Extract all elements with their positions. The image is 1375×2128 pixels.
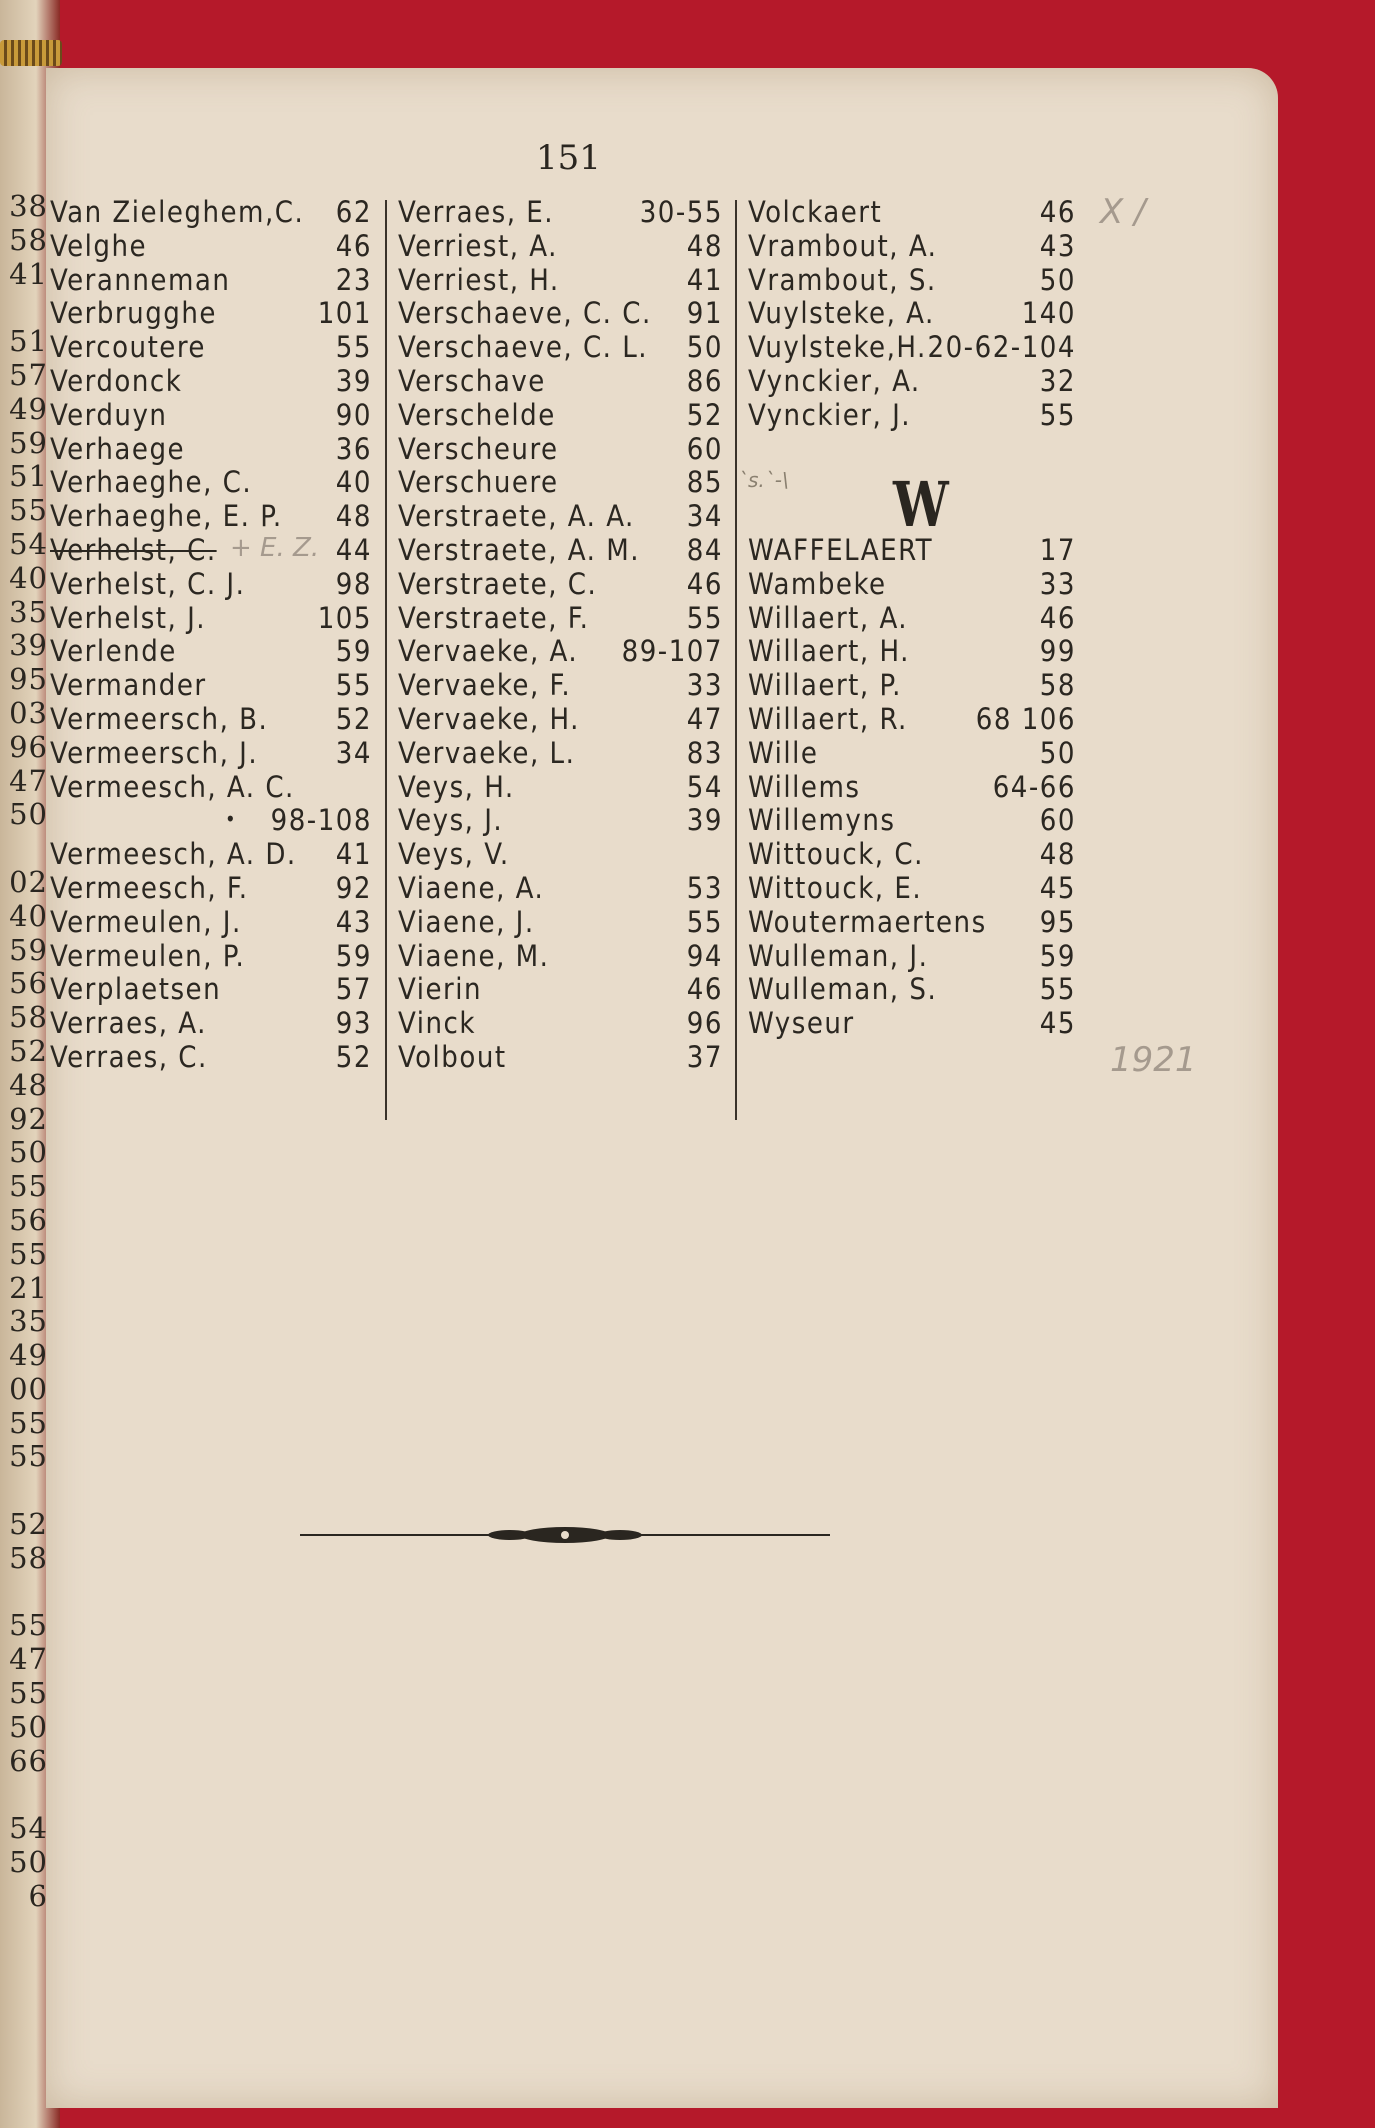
column-divider-1 [385, 200, 387, 1120]
index-entry [50, 837, 372, 871]
entry-name: Vermeersch, B. [50, 701, 269, 736]
index-entry [50, 770, 372, 804]
entry-name: Viaene, J. [398, 904, 535, 939]
entry-pages: 46 [1039, 195, 1076, 229]
entry-name: Vermeesch, A. D. [50, 837, 297, 872]
entry-name: Wulleman, S. [748, 972, 938, 1007]
entry-name: Vermeulen, J. [50, 904, 242, 939]
left-page-number: 40 [9, 560, 48, 595]
left-page-number: 49 [9, 1338, 48, 1373]
index-entry [50, 263, 372, 297]
entry-pages: 140 [1021, 296, 1076, 331]
index-entry [398, 364, 723, 398]
entry-pages: 94 [686, 938, 723, 973]
column-divider-2 [735, 200, 737, 1120]
index-entry [398, 702, 723, 736]
left-page-number: 66 [9, 1743, 48, 1778]
left-page-number: 47 [9, 1642, 48, 1677]
left-page-number: 57 [9, 357, 48, 392]
page-number: 151 [536, 138, 601, 178]
entry-pages: 64-66 [992, 769, 1076, 804]
gold-bookmark-cord [0, 40, 62, 66]
entry-name: Vinck [398, 1006, 476, 1041]
entry-name: Viaene, A. [398, 870, 545, 905]
entry-name: Verstraete, A. A. [398, 499, 635, 534]
entry-name: Volckaert [748, 195, 883, 229]
left-page-number: 52 [9, 1033, 48, 1068]
entry-pages: 59 [1039, 938, 1076, 973]
left-page-number: 55 [9, 1676, 48, 1711]
left-page-number: 55 [9, 493, 48, 528]
left-page-number: 39 [9, 628, 48, 663]
entry-pages: 46 [1039, 600, 1076, 635]
left-page-number [0, 1576, 48, 1610]
entry-pages: 89-107 [621, 634, 723, 669]
entry-pages: 57 [335, 972, 372, 1007]
entry-name: Wille [748, 735, 819, 770]
entry-pages: 92 [335, 870, 372, 905]
entry-pages: 55 [686, 600, 723, 635]
entry-name: Willaert, A. [748, 600, 909, 635]
entry-pages: 43 [1039, 228, 1076, 263]
index-entry [50, 972, 372, 1006]
index-entry [398, 601, 723, 635]
index-entry [398, 939, 723, 973]
entry-name: Verschaeve, C. C. [398, 296, 652, 331]
left-page-number: 58 [9, 222, 48, 257]
entry-pages: 93 [335, 1006, 372, 1041]
entry-name: Verstraete, F. [398, 600, 590, 635]
entry-pages: 36 [335, 431, 372, 466]
index-entry [398, 972, 723, 1006]
index-entry [748, 195, 1076, 229]
entry-name: Willaert, H. [748, 634, 910, 669]
index-entry [748, 770, 1076, 804]
index-entry [398, 871, 723, 905]
entry-name: Verschelde [398, 397, 556, 432]
index-entry [748, 364, 1076, 398]
index-entry [398, 263, 723, 297]
entry-pages: 48 [1039, 837, 1076, 872]
entry-pages: 59 [335, 938, 372, 973]
left-page-number: 52 [9, 1507, 48, 1542]
index-entry [50, 465, 372, 499]
entry-name: Vynckier, J. [748, 397, 912, 432]
entry-name: Vercoutere [50, 330, 206, 365]
index-entry [50, 601, 372, 635]
entry-pages: 41 [686, 262, 723, 297]
section-letter: W [892, 468, 949, 541]
index-entry [50, 229, 372, 263]
entry-pages: 43 [335, 904, 372, 939]
entry-pages: 47 [686, 701, 723, 736]
entry-pages: 86 [686, 363, 723, 398]
entry-pages: 53 [686, 870, 723, 905]
index-column-1 [50, 195, 372, 1074]
index-entry [748, 398, 1076, 432]
handwritten-verhelst-note: + E. Z. [230, 533, 320, 563]
left-page-number [0, 832, 48, 866]
entry-pages: 98-108 [270, 803, 372, 838]
index-entry [50, 668, 372, 702]
left-page-number: 47 [9, 763, 48, 798]
entry-name: • [225, 807, 238, 832]
entry-name: Veys, J. [398, 803, 504, 838]
index-entry [50, 364, 372, 398]
left-page-number: 21 [9, 1270, 48, 1305]
left-page-number: 41 [9, 256, 48, 291]
entry-name: Vervaeke, L. [398, 735, 576, 770]
entry-pages: 46 [335, 228, 372, 263]
entry-name: Verschuere [398, 465, 559, 500]
entry-name: Verriest, H. [398, 262, 560, 297]
entry-name: Verhaeghe, C. [50, 465, 253, 500]
section-spacer [748, 432, 1076, 466]
entry-pages: 50 [1039, 735, 1076, 770]
entry-pages: 55 [1039, 397, 1076, 432]
entry-pages: 44 [335, 532, 372, 567]
entry-name: Verdonck [50, 363, 183, 398]
entry-pages: 50 [686, 330, 723, 365]
left-page-number: 6 [28, 1878, 48, 1913]
index-column-2 [398, 195, 723, 1074]
left-page-number: 55 [9, 1608, 48, 1643]
entry-pages: 33 [686, 668, 723, 703]
left-page-number: 96 [9, 729, 48, 764]
index-entry [50, 567, 372, 601]
entry-name: Wulleman, J. [748, 938, 929, 973]
left-page-number: 58 [9, 1540, 48, 1575]
index-entry [50, 803, 372, 837]
entry-name: Verscheure [398, 431, 559, 466]
entry-pages: 83 [686, 735, 723, 770]
index-entry [398, 499, 723, 533]
entry-pages: 95 [1039, 904, 1076, 939]
entry-pages: 54 [686, 769, 723, 804]
index-entry [748, 972, 1076, 1006]
entry-pages: 20-62-104 [927, 330, 1076, 365]
entry-pages: 52 [335, 1039, 372, 1074]
entry-pages: 59 [335, 634, 372, 669]
left-page-number: 58 [9, 1000, 48, 1035]
left-page-number: 50 [9, 797, 48, 832]
index-entry [50, 736, 372, 770]
entry-pages: 39 [686, 803, 723, 838]
index-entry [398, 398, 723, 432]
entry-pages: 60 [686, 431, 723, 466]
entry-pages: 91 [686, 296, 723, 331]
entry-pages: 46 [686, 566, 723, 601]
entry-pages: 58 [1039, 668, 1076, 703]
left-page-number: 92 [9, 1101, 48, 1136]
entry-name: Wambeke [748, 566, 887, 601]
left-page-number: 59 [9, 425, 48, 460]
index-entry [50, 398, 372, 432]
entry-pages: 50 [1039, 262, 1076, 297]
left-page-number: 51 [9, 324, 48, 359]
entry-name: Vermeesch, F. [50, 870, 249, 905]
left-page-number: 49 [9, 391, 48, 426]
left-page-number: 40 [9, 898, 48, 933]
entry-name: Verplaetsen [50, 972, 222, 1007]
entry-pages: 17 [1039, 532, 1076, 567]
left-page-number [0, 291, 48, 325]
index-entry [50, 296, 372, 330]
left-page-number: 02 [9, 864, 48, 899]
entry-name: Verraes, A. [50, 1006, 207, 1041]
entry-name: Vermeesch, A. C. [50, 769, 295, 804]
entry-pages: 60 [1039, 803, 1076, 838]
entry-pages: 33 [1039, 566, 1076, 601]
entry-name: Verlende [50, 634, 177, 669]
entry-name: Willemyns [748, 803, 896, 838]
entry-pages: 98 [335, 566, 372, 601]
left-page-number: 35 [9, 594, 48, 629]
entry-name: Verschave [398, 363, 546, 398]
index-entry [748, 939, 1076, 973]
entry-pages: 96 [686, 1006, 723, 1041]
entry-pages: 46 [686, 972, 723, 1007]
entry-name: Vermeersch, J. [50, 735, 259, 770]
index-entry [748, 601, 1076, 635]
left-page-number: 54 [9, 526, 48, 561]
index-entry [748, 567, 1076, 601]
entry-name: Vrambout, S. [748, 262, 937, 297]
index-entry [748, 229, 1076, 263]
entry-name: Velghe [50, 228, 148, 263]
entry-pages: 55 [335, 330, 372, 365]
entry-name: Vermander [50, 668, 207, 703]
entry-name: Vynckier, A. [748, 363, 921, 398]
entry-name: Willaert, R. [748, 701, 908, 736]
index-entry [748, 296, 1076, 330]
left-page-number: 50 [9, 1709, 48, 1744]
entry-name: Woutermaertens [748, 904, 987, 939]
index-entry [748, 736, 1076, 770]
entry-name: Willaert, P. [748, 668, 902, 703]
index-entry [50, 871, 372, 905]
index-entry [50, 905, 372, 939]
entry-name: Vervaeke, H. [398, 701, 580, 736]
left-page-number: 56 [9, 966, 48, 1001]
left-page-number [0, 1778, 48, 1812]
entry-pages: 84 [686, 532, 723, 567]
entry-name: Verraes, E. [398, 195, 555, 229]
entry-name: Vuylsteke, A. [748, 296, 935, 331]
entry-pages: 34 [335, 735, 372, 770]
index-entry [50, 1040, 372, 1074]
entry-name: Volbout [398, 1039, 507, 1074]
entry-name: Veranneman [50, 262, 231, 297]
handwritten-margin-top: X / [1100, 192, 1146, 232]
left-page-number: 03 [9, 695, 48, 730]
previous-page-fragment [0, 190, 48, 1990]
index-entry [398, 533, 723, 567]
index-entry [50, 195, 372, 229]
left-page-number: 56 [9, 1202, 48, 1237]
decorative-ornament [300, 1520, 830, 1550]
left-page-number: 54 [9, 1811, 48, 1846]
entry-name: Wittouck, E. [748, 870, 923, 905]
left-page-number: 35 [9, 1304, 48, 1339]
entry-name: Verhaege [50, 431, 186, 466]
index-entry [398, 837, 723, 871]
index-entry [748, 1006, 1076, 1040]
entry-name: Vervaeke, F. [398, 668, 572, 703]
left-page-number: 95 [9, 662, 48, 697]
left-page-number: 50 [9, 1845, 48, 1880]
entry-name: Verduyn [50, 397, 168, 432]
handwritten-scribble: `s.`-\ [738, 468, 789, 492]
index-entry [748, 837, 1076, 871]
entry-pages: 48 [335, 499, 372, 534]
index-entry [50, 702, 372, 736]
entry-name: Vuylsteke,H. [748, 330, 927, 365]
entry-name: Willems [748, 769, 861, 804]
index-entry [398, 229, 723, 263]
entry-pages: 52 [335, 701, 372, 736]
entry-pages: 34 [686, 499, 723, 534]
left-page-number: 55 [9, 1236, 48, 1271]
left-page-number: 55 [9, 1169, 48, 1204]
index-entry [398, 770, 723, 804]
entry-name: Verstraete, A. M. [398, 532, 640, 567]
index-entry [398, 465, 723, 499]
index-entry [50, 432, 372, 466]
entry-pages: 41 [335, 837, 372, 872]
entry-pages: 68 106 [975, 701, 1076, 736]
entry-pages: 37 [686, 1039, 723, 1074]
entry-name: Verriest, A. [398, 228, 558, 263]
entry-pages: 55 [686, 904, 723, 939]
entry-name: Viaene, M. [398, 938, 550, 973]
handwritten-margin-year: 1921 [1110, 1040, 1197, 1080]
index-entry [50, 533, 372, 567]
entry-pages: 23 [335, 262, 372, 297]
entry-name: Veys, H. [398, 769, 515, 804]
entry-pages: 45 [1039, 870, 1076, 905]
index-entry [398, 432, 723, 466]
index-entry [398, 803, 723, 837]
index-entry [398, 1040, 723, 1074]
index-entry [398, 195, 723, 229]
entry-name: Verhelst, J. [50, 600, 207, 635]
index-entry [398, 330, 723, 364]
entry-pages: 99 [1039, 634, 1076, 669]
left-page-number: 59 [9, 932, 48, 967]
entry-name: Verbrugghe [50, 296, 217, 331]
entry-name: Verhelst, C. J. [50, 566, 246, 601]
entry-pages: 30-55 [639, 195, 723, 229]
index-entry [748, 263, 1076, 297]
left-page-number: 55 [9, 1405, 48, 1440]
entry-name: WAFFELAERT [748, 532, 934, 567]
entry-name: Verstraete, C. [398, 566, 598, 601]
entry-name: Wittouck, C. [748, 837, 924, 872]
index-entry [748, 330, 1076, 364]
index-entry [398, 1006, 723, 1040]
index-entry [50, 634, 372, 668]
index-entry [398, 736, 723, 770]
index-column-3 [748, 195, 1076, 1040]
index-entry [748, 871, 1076, 905]
index-entry [50, 330, 372, 364]
index-entry [748, 905, 1076, 939]
left-page-number: 48 [9, 1067, 48, 1102]
index-entry [398, 296, 723, 330]
entry-pages: 52 [686, 397, 723, 432]
left-page-number: 50 [9, 1135, 48, 1170]
entry-name: Verraes, C. [50, 1039, 208, 1074]
index-entry [748, 803, 1076, 837]
index-entry [748, 668, 1076, 702]
index-entry [50, 939, 372, 973]
entry-name: Verhelst, C. [50, 532, 217, 567]
index-entry [398, 668, 723, 702]
index-entry [50, 499, 372, 533]
index-entry [50, 1006, 372, 1040]
left-page-number [0, 1474, 48, 1508]
entry-pages: 85 [686, 465, 723, 500]
entry-name: Wyseur [748, 1006, 855, 1041]
entry-pages: 105 [317, 600, 372, 635]
index-entry [398, 634, 723, 668]
left-page-number: 38 [9, 190, 48, 223]
entry-pages: 90 [335, 397, 372, 432]
entry-pages: 55 [335, 668, 372, 703]
entry-pages: 39 [335, 363, 372, 398]
entry-name: Vierin [398, 972, 483, 1007]
entry-name: Vervaeke, A. [398, 634, 579, 669]
index-entry [748, 634, 1076, 668]
left-page-number: 51 [9, 459, 48, 494]
entry-name: Verschaeve, C. L. [398, 330, 649, 365]
entry-pages: 101 [317, 296, 372, 331]
index-entry [398, 905, 723, 939]
left-page-number: 55 [9, 1439, 48, 1474]
entry-pages: 48 [686, 228, 723, 263]
entry-name: Verhaeghe, E. P. [50, 499, 283, 534]
entry-pages: 40 [335, 465, 372, 500]
left-page-number: 00 [9, 1371, 48, 1406]
entry-name: Vermeulen, P. [50, 938, 246, 973]
index-entry [748, 702, 1076, 736]
index-entry [398, 567, 723, 601]
entry-name: Veys, V. [398, 837, 510, 872]
entry-name: Vrambout, A. [748, 228, 938, 263]
entry-pages: 62 [335, 195, 372, 229]
entry-pages: 45 [1039, 1006, 1076, 1041]
entry-pages: 55 [1039, 972, 1076, 1007]
entry-name: Van Zieleghem,C. [50, 195, 305, 229]
entry-pages: 32 [1039, 363, 1076, 398]
